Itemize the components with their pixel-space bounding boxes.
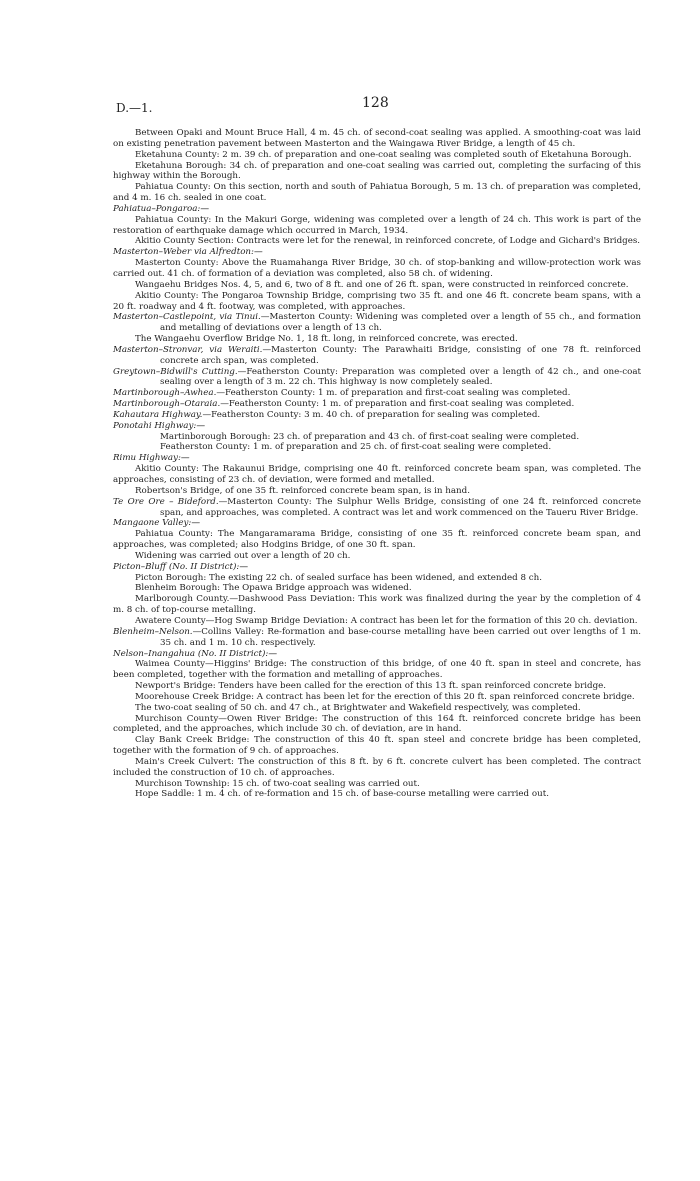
paragraph: The two-coat sealing of 50 ch. and 47 ch., at Brightwater and Wakefield respectively, was completed. <box>135 702 581 713</box>
paragraph: Picton Borough: The existing 22 ch. of sealed surface has been widened, and extended 8 ch. <box>135 572 542 583</box>
section-heading: Ponotahi Highway:— <box>113 420 206 431</box>
section-heading: Masterton–Weber via Alfredton:— <box>113 247 263 258</box>
paragraph: Pahiatua County: In the Makuri Gorge, widening was completed over a length of 24 ch. This work is part of the restoration of earthquake damage which occurred in March, 1934. <box>113 214 641 236</box>
paragraph: Marlborough County.—Dashwood Pass Deviation: This work was finalized during the year by the completion of 4 m. 8 ch. of top-course metalling. <box>113 594 641 616</box>
paragraph-text: —Masterton County: The Sulphur Wells Bridge, consisting of one 24 ft. reinforced concrete span, and approaches, was completed. A contract was let and work commenced on the Taueru River Bridge. <box>160 496 641 518</box>
paragraph: Masterton County: Above the Ruamahanga River Bridge, 30 ch. of stop-banking and willow-protection work was carried out. 41 ch. of formation of a deviation was completed, also 58 ch. of widening. <box>113 258 641 279</box>
section-paragraph <box>113 410 641 421</box>
paragraph: Moorehouse Creek Bridge: A contract has been let for the erection of this 20 ft. span reinforced concrete bridge. <box>135 691 635 702</box>
paragraph: Clay Bank Creek Bridge: The construction of this 40 ft. span steel and concrete bridge has been completed, together with the formation of 9 ch. of approaches. <box>113 735 641 757</box>
paragraph: Robertson's Bridge, of one 35 ft. reinforced concrete beam span, is in hand. <box>135 485 470 496</box>
paragraph-text: —Featherston County: 1 m. of preparation and first-coat sealing was completed. <box>216 388 571 399</box>
section-paragraph <box>113 399 641 410</box>
paragraph: Newport's Bridge: Tenders have been called for the erection of this 13 ft. span reinforced concrete bridge. <box>135 681 607 692</box>
paragraph: Akitio County: The Pongaroa Township Bridge, comprising two 35 ft. and one 46 ft. concrete beam spans, with a 20 ft. roadway and 4 ft. footway, was completed, with approaches. <box>113 290 641 312</box>
section-heading: Picton–Bluff (No. II District):— <box>113 561 249 572</box>
paragraph: Featherston County: 1 m. of preparation and 25 ch. of first-coat sealing were completed. <box>160 442 552 453</box>
paragraph: Akitio County Section: Contracts were let for the renewal, in reinforced concrete, of Lodge and Gichard's Bridges. <box>135 236 641 247</box>
paragraph: Akitio County: The Rakaunui Bridge, comprising one 40 ft. reinforced concrete beam span, was completed. The approaches, consisting of 23 ch. of deviation, were formed and metalled. <box>113 464 641 485</box>
paragraph-text: —Collins Valley: Re-formation and base-course metalling have been carried out over lengths of 1 m. 35 ch. and 1 m. 10 ch. respectively. <box>160 626 641 648</box>
section-heading: Pahiatua–Pongaroa:— <box>113 203 210 214</box>
paragraph-text: —Featherston County: Preparation was completed over a length of 42 ch., and one-coat sealing over a length of 3 m. 22 ch. This highway is now completely sealed. <box>160 366 641 388</box>
section-heading-inline: Te Ore Ore – Bideford. <box>113 496 219 507</box>
section-paragraph <box>113 312 641 334</box>
section-heading-inline: Martinborough–Otaraia. <box>113 399 221 410</box>
paragraph: Pahiatua County: On this section, north and south of Pahiatua Borough, 5 m. 13 ch. of preparation was completed, and 4 m. 16 ch. sealed in one coat. <box>113 182 641 204</box>
paragraph: Eketahuna Borough: 34 ch. of preparation and one-coat sealing was carried out, completing the surfacing of this highway within the Borough. <box>113 160 641 182</box>
paragraph: Murchison Township: 15 ch. of two-coat sealing was carried out. <box>135 778 420 789</box>
paragraph: Pahiatua County: The Mangaramarama Bridge, consisting of one 35 ft. reinforced concrete beam span, and approaches, was completed; also Hodgins Bridge, of one 30 ft. span. <box>113 529 641 551</box>
paragraph-text: —Featherston County: 1 m. of preparation and first-coat sealing was completed. <box>220 399 575 410</box>
section-paragraph <box>113 627 641 649</box>
paragraph: The Wangaehu Overflow Bridge No. 1, 18 ft. long, in reinforced concrete, was erected. <box>135 334 518 345</box>
paragraph-text: —Masterton County: Widening was completed over a length of 55 ch., and formation and metalling of deviations over a length of 13 ch. <box>160 312 641 334</box>
paragraph: Blenheim Borough: The Opawa Bridge approach was widened. <box>135 583 412 594</box>
paragraph-text: —Masterton County: The Parawhaiti Bridge, consisting of one 78 ft. reinforced concrete arch span, was completed. <box>160 344 641 366</box>
section-paragraph <box>113 367 641 389</box>
paragraph: Waimea County—Higgins' Bridge: The construction of this bridge, of one 40 ft. span in steel and concrete, has been completed, together with the formation and metalling of approaches. <box>113 659 641 681</box>
paragraph: Wangaehu Bridges Nos. 4, 5, and 6, two of 8 ft. and one of 26 ft. span, were constructed in reinforced concrete. <box>135 279 629 290</box>
paragraph: Awatere County—Hog Swamp Bridge Deviation: A contract has been let for the formation of this 20 ch. deviation. <box>135 615 638 626</box>
section-heading: Mangaone Valley:— <box>113 518 201 529</box>
body-text <box>113 128 641 800</box>
paragraph: Between Opaki and Mount Bruce Hall, 4 m. 45 ch. of second-coat sealing was applied. A smoothing-coat was laid on existing penetration pavement between Masterton and the Waingawa River Bridge, a length of 45 ch. <box>113 128 641 149</box>
section-heading-inline: Masterton–Stronvar, via Weraiti. <box>113 344 263 355</box>
paragraph: Eketahuna County: 2 m. 39 ch. of preparation and one-coat sealing was completed south of Eketahuna Borough. <box>135 149 632 160</box>
section-paragraph <box>113 388 641 399</box>
section-heading-inline: Martinborough–Awhea. <box>113 388 217 399</box>
section-heading: Nelson–Inangahua (No. II District):— <box>113 648 278 659</box>
paragraph-text: —Featherston County: 3 m. 40 ch. of preparation for sealing was completed. <box>202 409 541 420</box>
paragraph: Widening was carried out over a length of 20 ch. <box>135 550 351 561</box>
section-heading-inline: Masterton–Castlepoint, via Tinui. <box>113 312 261 323</box>
section-heading-inline: Blenheim–Nelson. <box>113 626 193 637</box>
page-number: 128 <box>362 95 389 111</box>
section-heading-inline: Kahautara Highway. <box>113 409 203 420</box>
paragraph: Martinborough Borough: 23 ch. of preparation and 43 ch. of first-coat sealing were completed. <box>160 431 580 442</box>
section-heading-inline: Greytown–Bidwill's Cutting. <box>113 366 238 377</box>
paragraph: Murchison County—Owen River Bridge: The construction of this 164 ft. reinforced concrete bridge has been completed, and the approaches, which include 30 ch. of deviation, are in hand. <box>113 713 641 735</box>
section-heading: Rimu Highway:— <box>113 453 190 464</box>
section-paragraph <box>113 345 641 367</box>
paragraph: Main's Creek Culvert: The construction of this 8 ft. by 6 ft. concrete culvert has been completed. The contract included the construction of 10 ch. of approaches. <box>113 756 641 778</box>
section-paragraph <box>113 497 641 519</box>
paragraph: Hope Saddle: 1 m. 4 ch. of re-formation and 15 ch. of base-course metalling were carried out. <box>135 789 549 800</box>
document-reference: D.—1. <box>116 101 153 115</box>
